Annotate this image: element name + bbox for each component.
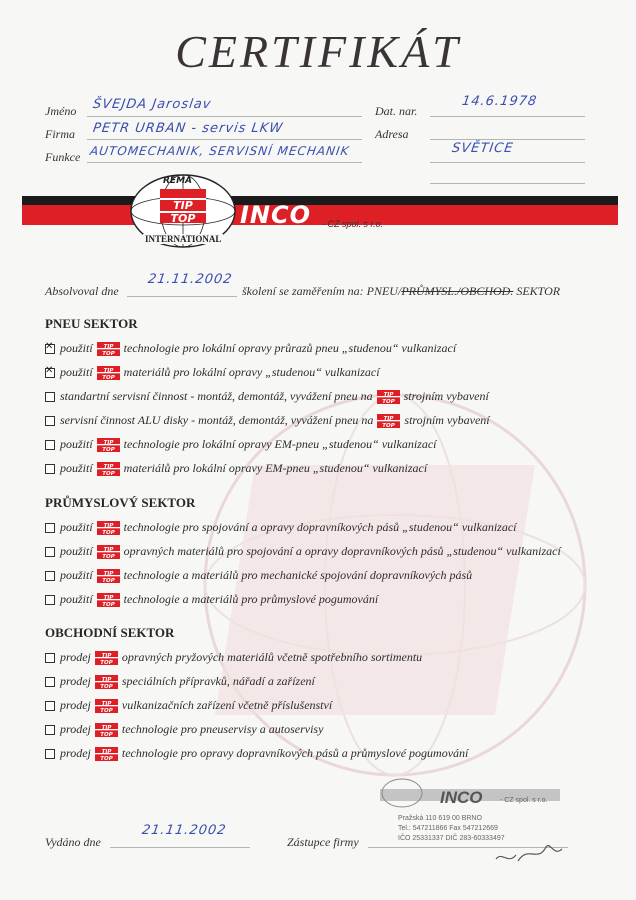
item-text-before: prodej <box>60 722 91 737</box>
item-text-after: technologie a materiálů pro mechanické spojování dopravníkových pásů <box>123 568 473 583</box>
checkbox[interactable] <box>45 595 55 605</box>
stamp-address: Pražská 110 619 00 BRNO <box>398 815 482 822</box>
tiptop-logo-icon <box>93 365 124 380</box>
sector-item <box>45 520 517 535</box>
training-focus-struck: PRŮMYSL./OBCHOD. <box>401 284 514 298</box>
checkbox[interactable] <box>45 440 55 450</box>
item-text-after: technologie pro lokální opravy průrazů pneu „studenou“ vulkanizací <box>123 341 457 356</box>
training-focus <box>242 284 560 299</box>
svg-text:TIP: TIP <box>103 464 114 471</box>
svg-text:TIP: TIP <box>383 416 394 423</box>
svg-text:TIP: TIP <box>103 344 114 351</box>
function-value: AUTOMECHANIK, SERVISNÍ MECHANIK <box>89 144 351 158</box>
svg-text:TOP: TOP <box>381 399 395 405</box>
checkbox[interactable] <box>45 368 55 378</box>
address-label: Adresa <box>375 127 409 141</box>
checkbox[interactable] <box>45 749 55 759</box>
address-underline-2 <box>430 162 585 163</box>
item-text-after: vulkanizačních zařízení včetně příslušenství <box>121 698 333 713</box>
sector-item <box>45 698 332 713</box>
name-value: ŠVEJDA Jaroslav <box>91 97 213 112</box>
tiptop-logo-icon <box>93 341 124 356</box>
name-underline <box>87 116 362 117</box>
checkbox[interactable] <box>45 344 55 354</box>
svg-text:TOP: TOP <box>100 708 113 714</box>
sector-item <box>45 568 472 583</box>
function-label: Funkce <box>45 150 81 164</box>
tiptop-logo-icon <box>93 568 124 583</box>
item-text-before: prodej <box>60 746 91 761</box>
svg-text:TIP: TIP <box>101 725 112 732</box>
completed-label: Absolvoval dne <box>45 284 119 298</box>
tiptop-logo-icon <box>373 413 404 428</box>
tiptop-logo-icon <box>91 746 122 761</box>
svg-text:TIP: TIP <box>103 571 114 578</box>
section-title: PNEU SEKTOR <box>45 316 138 331</box>
stamp-brand: INCO <box>440 788 483 807</box>
training-focus-suffix: SEKTOR <box>513 284 561 298</box>
tiptop-logo-icon <box>373 389 404 404</box>
item-text-after: strojním vybavení <box>403 389 489 404</box>
tiptop-logo-icon <box>93 461 124 476</box>
sector-item <box>45 674 315 689</box>
svg-text:TIP: TIP <box>383 392 394 399</box>
issued-date: 21.11.2002 <box>140 823 228 838</box>
svg-text:TIP: TIP <box>101 749 112 756</box>
svg-text:TIP: TIP <box>101 701 112 708</box>
checkbox[interactable] <box>45 392 55 402</box>
svg-text:TOP: TOP <box>100 756 113 762</box>
item-text-before: servisní činnost ALU disky - montáž, demontáž, vyvážení pneu na <box>60 413 374 428</box>
section-title: OBCHODNÍ SEKTOR <box>45 625 175 640</box>
item-text-before: prodej <box>60 674 91 689</box>
training-focus-prefix: školení se zaměřením na: PNEU/ <box>242 284 402 298</box>
svg-text:TOP: TOP <box>101 375 115 381</box>
checkbox[interactable] <box>45 725 55 735</box>
tiptop-logo-icon <box>93 592 124 607</box>
completed-date: 21.11.2002 <box>146 272 234 287</box>
item-text-after: technologie a materiálů pro průmyslové pogumování <box>123 592 379 607</box>
address-underline-1 <box>430 139 585 140</box>
svg-text:TIP: TIP <box>103 523 114 530</box>
issued-label: Vydáno dne <box>45 835 101 849</box>
tiptop-logo-icon <box>91 698 122 713</box>
logo-band-red <box>22 205 618 225</box>
sector-item <box>45 389 489 404</box>
tiptop-logo-icon <box>91 650 122 665</box>
item-text-after: technologie pro spojování a opravy dopravníkových pásů „studenou“ vulkanizací <box>123 520 517 535</box>
item-text-before: použití <box>60 520 93 535</box>
sector-item <box>45 413 490 428</box>
svg-text:TIP: TIP <box>173 199 193 212</box>
item-text-before: použití <box>60 568 93 583</box>
item-text-after: opravných pryžových materiálů včetně spotřebního sortimentu <box>121 650 423 665</box>
item-text-after: technologie pro lokální opravy EM-pneu „studenou“ vulkanizací <box>123 437 437 452</box>
inco-company-suffix: - CZ spol. s r.o. <box>322 219 384 229</box>
stamp-phone: Tel.: 547211866 Fax 547212669 <box>398 825 498 832</box>
item-text-before: použití <box>60 544 93 559</box>
sector-item <box>45 437 437 452</box>
tiptop-logo-icon <box>91 722 122 737</box>
issued-underline <box>110 847 250 848</box>
svg-text:TIP: TIP <box>103 547 114 554</box>
svg-text:TOP: TOP <box>100 732 113 738</box>
svg-text:TOP: TOP <box>101 530 115 536</box>
checkbox[interactable] <box>45 416 55 426</box>
item-text-before: použití <box>60 461 93 476</box>
item-text-after: technologie pro pneuservisy a autoservisy <box>121 722 324 737</box>
checkbox[interactable] <box>45 571 55 581</box>
representative-label: Zástupce firmy <box>287 835 359 849</box>
item-text-before: prodej <box>60 698 91 713</box>
sector-item <box>45 341 456 356</box>
birth-date-label: Dat. nar. <box>375 104 418 118</box>
company-value: PETR URBAN - servis LKW <box>91 121 285 136</box>
sector-item <box>45 365 380 380</box>
checkbox[interactable] <box>45 547 55 557</box>
company-label: Firma <box>45 127 75 141</box>
name-label: Jméno <box>45 104 77 118</box>
svg-text:TIP: TIP <box>101 653 112 660</box>
checkbox[interactable] <box>45 701 55 711</box>
svg-text:TOP: TOP <box>101 351 115 357</box>
stamp-ico: IČO 25331337 DIČ 283-60333497 <box>398 835 505 842</box>
svg-text:TOP: TOP <box>101 447 115 453</box>
company-underline <box>87 139 362 140</box>
item-text-before: použití <box>60 437 93 452</box>
svg-text:TIP: TIP <box>103 595 114 602</box>
svg-text:TOP: TOP <box>100 684 113 690</box>
rema-logo-text: REMA <box>163 176 192 186</box>
item-text-after: technologie pro opravy dopravníkových pásů a průmyslové pogumování <box>121 746 469 761</box>
sector-item <box>45 722 323 737</box>
birth-date-value: 14.6.1978 <box>460 94 539 109</box>
logo-band-black <box>22 196 618 205</box>
address-underline-3 <box>430 183 585 184</box>
company-stamp <box>378 775 564 867</box>
sector-item <box>45 592 378 607</box>
checkbox[interactable] <box>45 523 55 533</box>
function-underline <box>87 162 362 163</box>
svg-text:TOP: TOP <box>100 660 113 666</box>
certificate-title: CERTIFIKÁT <box>175 26 461 77</box>
sector-item <box>45 650 422 665</box>
tiptop-logo-icon <box>93 437 124 452</box>
item-text-after: opravných materiálů pro spojování a opravy dopravníkových pásů „studenou“ vulkanizací <box>123 544 561 559</box>
svg-text:TOP: TOP <box>101 471 115 477</box>
item-text-after: strojním vybavení <box>404 413 490 428</box>
tiptop-logo-icon <box>93 544 124 559</box>
svg-text:TOP: TOP <box>170 212 196 225</box>
sector-item <box>45 746 468 761</box>
tiptop-logo-icon <box>91 674 122 689</box>
svg-text:TOP: TOP <box>101 578 115 584</box>
birth-date-underline <box>430 116 585 117</box>
svg-text:TIP: TIP <box>101 677 112 684</box>
item-text-after: materiálů pro lokální opravy „studenou“ vulkanizací <box>123 365 380 380</box>
item-text-after: speciálních přípravků, nářadí a zařízení <box>121 674 315 689</box>
stamp-sub: - CZ spol. s r.o. <box>500 797 548 804</box>
checkbox[interactable] <box>45 464 55 474</box>
item-text-after: materiálů pro lokální opravy EM-pneu „studenou“ vulkanizací <box>123 461 428 476</box>
tiptop-logo-icon <box>93 520 124 535</box>
svg-text:TOP: TOP <box>382 423 396 429</box>
checkbox[interactable] <box>45 677 55 687</box>
item-text-before: použití <box>60 592 93 607</box>
item-text-before: prodej <box>60 650 91 665</box>
svg-text:TOP: TOP <box>101 602 115 608</box>
svg-text:TIP: TIP <box>103 368 114 375</box>
inco-logo-text: INCO <box>240 201 312 229</box>
sector-item <box>45 544 561 559</box>
section-title: PRŮMYSLOVÝ SEKTOR <box>45 495 196 510</box>
completed-underline <box>127 296 237 297</box>
item-text-before: standartní servisní činnost - montáž, demontáž, vyvážení pneu na <box>60 389 373 404</box>
sector-item <box>45 461 427 476</box>
svg-text:TOP: TOP <box>101 554 115 560</box>
international-logo-text: INTERNATIONAL <box>145 234 222 244</box>
address-value: SVĚTICE <box>450 141 515 156</box>
svg-text:TIP: TIP <box>103 440 114 447</box>
item-text-before: použití <box>60 365 93 380</box>
checkbox[interactable] <box>45 653 55 663</box>
item-text-before: použití <box>60 341 93 356</box>
